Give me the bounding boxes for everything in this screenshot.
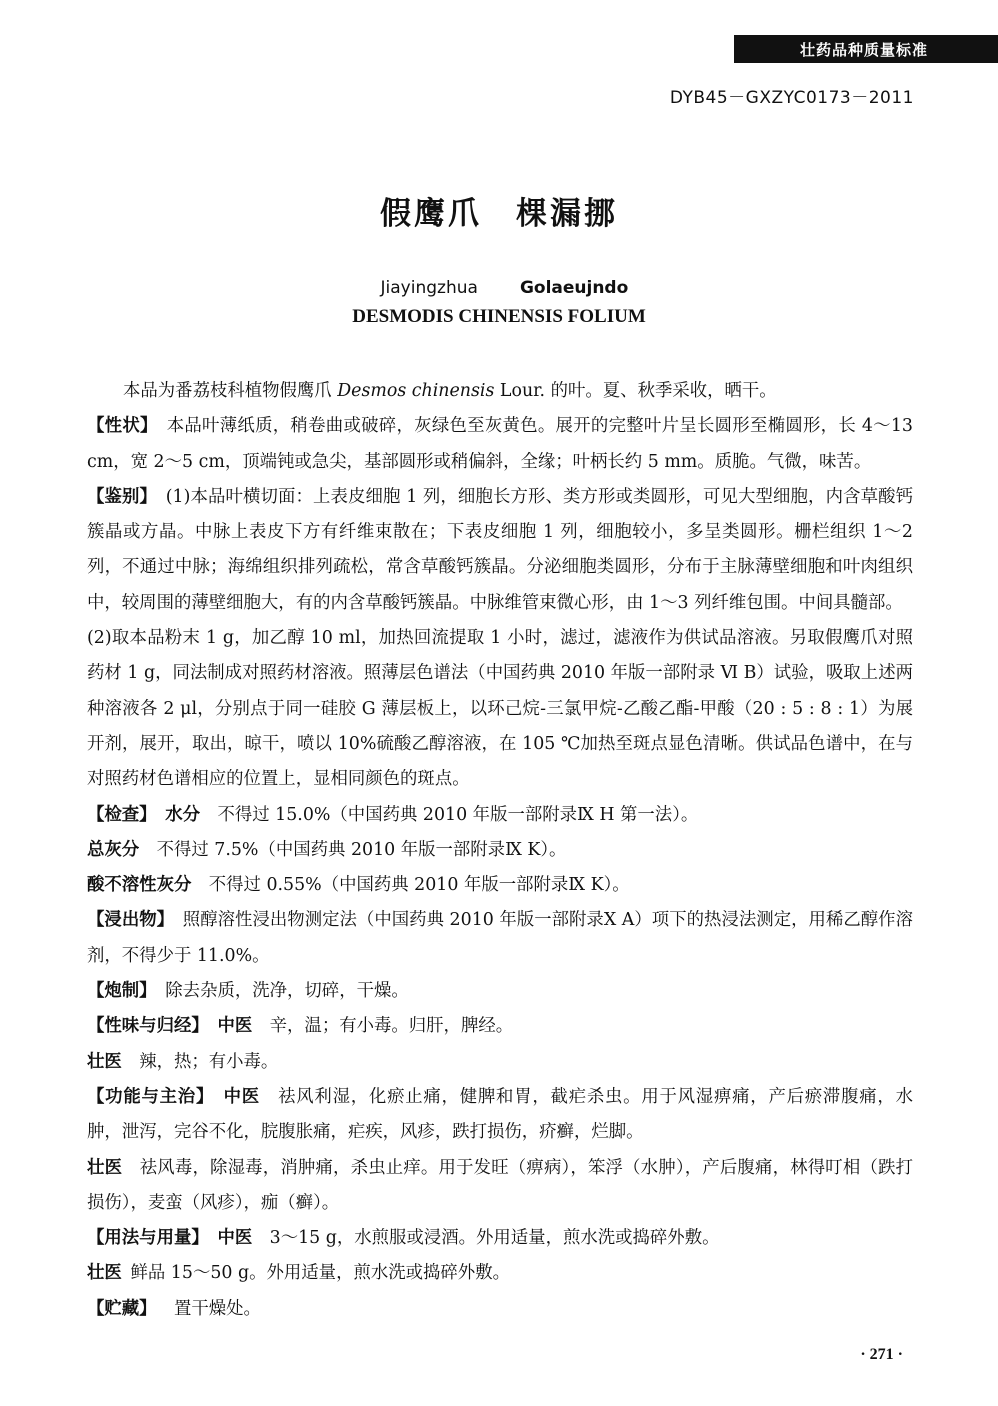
section-label: 【用法与用量】: [87, 1228, 209, 1249]
check-item-text: 不得过 0.55%（中国药典 2010 年版一部附录Ⅸ K）。: [208, 875, 630, 896]
intro-paragraph: [87, 374, 913, 409]
section-text: 辣，热；有小毒。: [139, 1051, 279, 1072]
section-text: 本品叶薄纸质，稍卷曲或破碎，灰绿色至灰黄色。展开的完整叶片呈长圆形至椭圆形，长 4～13 cm，宽 2～5 cm，顶端钝或急尖，基部圆形或稍偏斜，全缘；叶柄长约 5 mm。质脆。气微，味苦。: [87, 416, 913, 472]
document-body: [87, 374, 913, 1327]
check-item-row: [87, 833, 913, 868]
check-item-text: 不得过 7.5%（中国药典 2010 年版一部附录Ⅸ K）。: [156, 839, 567, 860]
standard-code: DYB45－GXZYC0173－2011: [669, 88, 914, 108]
section-xingzhuang: [87, 409, 913, 480]
section-text: (1)本品叶横切面：上表皮细胞 1 列，细胞长方形、类方形或类圆形，可见大型细胞，内含草酸钙簇晶或方晶。中脉上表皮下方有纤维束散在；下表皮细胞 1 列，细胞较小，多呈类圆形。栅栏组织 1～2 列，不通过中脉；海绵组织排列疏松，常含草酸钙簇晶。分泌细胞类圆形，分布于主脉薄壁细胞和叶肉组织中，较周围的薄壁细胞大，有的内含草酸钙簇晶。中脉维管束微心形，由 1～3 列纤维包围。中间具髓部。: [87, 486, 913, 613]
section-jinchuwu: [87, 903, 913, 974]
section-label: 【炮制】: [87, 981, 157, 1002]
running-header: 壮药品种质量标准: [734, 35, 998, 63]
section-text: 除去杂质，洗净，切碎，干燥。: [165, 981, 409, 1002]
check-item-row: [87, 868, 913, 903]
section-xingwei-zhuang: [87, 1045, 913, 1080]
section-jiancha: [87, 798, 913, 833]
latin-name: DESMODIS CHINENSIS FOLIUM: [352, 306, 646, 327]
species-name: Desmos chinensis: [337, 381, 495, 401]
pinyin-name: Jiayingzhua: [380, 278, 478, 298]
page-number: · 271 ·: [860, 1346, 903, 1363]
tcm-label: 中医: [217, 1016, 253, 1037]
intro-text: 本品为番荔枝科植物假鹰爪: [123, 381, 338, 401]
check-item-text: 不得过 15.0%（中国药典 2010 年版一部附录Ⅸ H 第一法）。: [217, 804, 699, 825]
section-paozhi: [87, 974, 913, 1009]
section-text: 祛风利湿，化瘀止痛，健脾和胃，截疟杀虫。用于风湿痹痛，产后瘀滞腹痛，水肿，泄泻，完谷不化，脘腹胀痛，疟疾，风疹，跌打损伤，疥癣，烂脚。: [87, 1086, 913, 1143]
section-label: 【检查】: [87, 804, 157, 825]
page-title: 假鹰爪 棵漏挪: [380, 196, 618, 232]
section-text: 鲜品 15～50 g。外用适量，煎水洗或捣碎外敷。: [130, 1263, 510, 1284]
section-yongfa: [87, 1221, 913, 1256]
title-romanization: [0, 258, 998, 298]
section-label: 【浸出物】: [87, 910, 175, 931]
section-label: 【性味与归经】: [87, 1016, 209, 1037]
tcm-label: 中医: [222, 1086, 260, 1107]
zhuang-name: Golaeujndo: [519, 278, 629, 298]
section-text: (2)取本品粉末 1 g，加乙醇 10 ml，加热回流提取 1 小时，滤过，滤液作为供试品溶液。另取假鹰爪对照药材 1 g，同法制成对照药材溶液。照薄层色谱法（中国药典 2010 年版一部附录 Ⅵ B）试验，吸取上述两种溶液各 2 μl，分别点于同一硅胶 G 薄层板上，以环己烷-三氯甲烷-乙酸乙酯-甲酸（20 : 5 : 8 : 1）为展开剂，展开，取出，晾干，喷以 10%硫酸乙醇溶液，在 105 ℃加热至斑点显色清晰。供试品色谱中，在与对照药材色谱相应的位置上，显相同颜色的斑点。: [87, 628, 913, 790]
section-text: 照醇溶性浸出物测定法（中国药典 2010 年版一部附录Ⅹ A）项下的热浸法测定，用稀乙醇作溶剂，不得少于 11.0%。: [87, 910, 913, 966]
section-text: 祛风毒，除湿毒，消肿痛，杀虫止痒。用于发旺（痹病），笨浮（水肿），产后腹痛，林得叮相（跌打损伤），麦蛮（风疹），痂（癣）。: [87, 1157, 913, 1213]
section-text: 置干燥处。: [173, 1298, 261, 1319]
section-jianbie-2: [87, 621, 913, 797]
intro-text-end: Lour. 的叶。夏、秋季采收，晒干。: [494, 381, 777, 401]
zhuang-medicine-label: 壮医: [87, 1157, 123, 1178]
section-label: 【鉴别】: [87, 486, 158, 507]
section-zhucang: [87, 1292, 913, 1327]
check-item-name: 酸不溶性灰分: [87, 875, 192, 896]
section-gongneng: [87, 1080, 913, 1151]
section-label: 【性状】: [87, 416, 158, 437]
section-xingwei: [87, 1009, 913, 1044]
section-text: 辛，温；有小毒。归肝，脾经。: [269, 1016, 514, 1037]
section-label: 【功能与主治】: [87, 1086, 215, 1107]
zhuang-medicine-label: 壮医: [87, 1263, 122, 1284]
section-label: 【贮藏】: [87, 1298, 157, 1319]
section-text: 3～15 g，水煎服或浸酒。外用适量，煎水洗或捣碎外敷。: [269, 1228, 720, 1249]
tcm-label: 中医: [217, 1228, 253, 1249]
section-gongneng-zhuang: [87, 1151, 913, 1222]
section-jianbie: [87, 480, 913, 621]
zhuang-medicine-label: 壮医: [87, 1051, 122, 1072]
section-yongfa-zhuang: [87, 1256, 913, 1291]
check-item-name: 水分: [165, 804, 201, 825]
check-item-name: 总灰分: [87, 839, 140, 860]
